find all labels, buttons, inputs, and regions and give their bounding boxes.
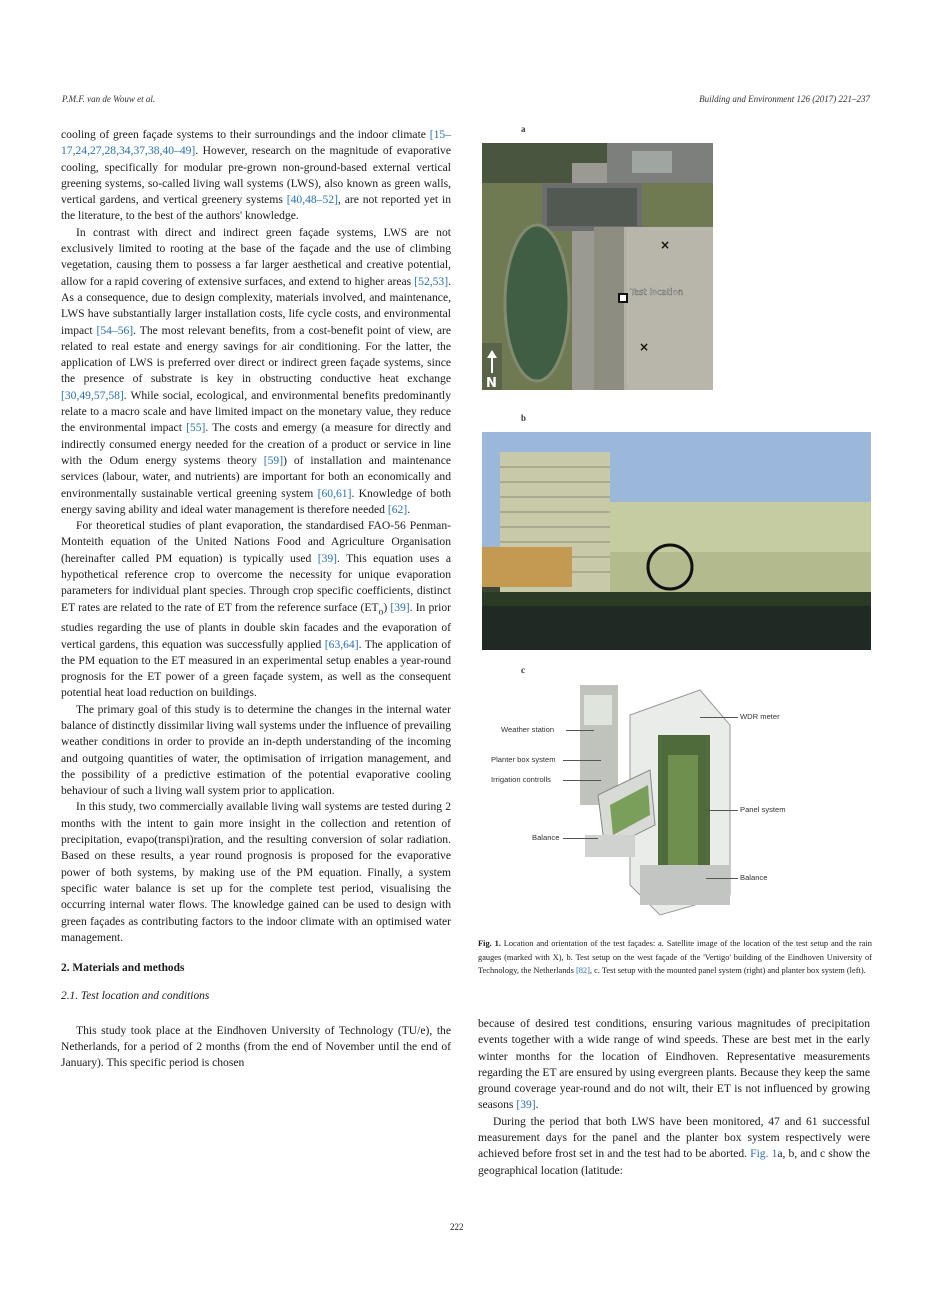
page-number: 222 — [450, 1222, 464, 1232]
test-location-marker-icon — [619, 294, 627, 302]
paragraph — [61, 518, 451, 702]
text-run: In contrast with direct and indirect green façade systems, LWS are not exclusively limited to rooting at the base of the façade and the use of climbing vegetation, causing them to possess a far larger aesthetical and creative potential, allow for a rapid covering of extensive surfaces, and extend to higher areas — [61, 225, 451, 288]
north-label: N — [486, 376, 497, 390]
citation-link[interactable]: [39] — [317, 551, 338, 565]
citation-link[interactable]: [63,64] — [324, 637, 359, 651]
citation-link[interactable]: [54–56] — [96, 323, 134, 337]
label-irrigation-controls: Irrigation controlls — [491, 775, 551, 784]
citation-link[interactable]: [15–17,24,27,28,34,37,38,40–49] — [61, 128, 451, 158]
panel-label-b: b — [521, 413, 527, 423]
label-wdr-meter: WDR meter — [740, 712, 780, 721]
text-run: . While social, ecological, and environmental benefits predominantly relate to a macro scale and have limited impact on the monetary value, they reduce the environmental impact — [61, 388, 451, 435]
label-balance-left: Balance — [532, 833, 560, 842]
rain-gauge-mark-icon: × — [639, 340, 650, 354]
text-run: ) — [383, 600, 391, 614]
text-run: . In prior studies regarding the use of plants in double skin facades and the evaporation of vertical gardens, this equation was successfully applied — [61, 600, 451, 651]
text-run: cooling of green façade systems to their surroundings and the indoor climate — [61, 128, 430, 141]
label-panel-system: Panel system — [740, 805, 786, 814]
citation-link[interactable]: [52,53] — [414, 274, 449, 288]
running-header-journal: Building and Environment 126 (2017) 221–237 — [699, 94, 870, 104]
text-run: . The most relevant benefits, from a cost-benefit point of view, are related to real estate and energy savings for air conditioning. For the latter, the application of LWS is preferred over direct or indirect green façade systems, since the presence of substrate is key in obstructing conductive heat exchange — [61, 323, 451, 386]
text-run: . This equation uses a hypothetical reference crop to overcome the necessity for unique evaporation parameters for individual plant species. Through crop specific coefficients, distinct ET rates are related to the rate of ET from the reference surface (ET — [61, 551, 451, 614]
panel-label-c: c — [521, 665, 525, 675]
test-setup-illustration — [580, 685, 760, 927]
text-run: , c. Test setup with the mounted panel system (right) and planter box system (left). — [589, 966, 866, 975]
right-column — [478, 1016, 870, 1179]
test-location-label: Test location — [630, 288, 684, 298]
label-weather-station: Weather station — [501, 725, 555, 734]
text-run: During the period that both LWS have been monitored, 47 and 61 successful measurement days for the panel and the planter box system respectively were achieved before frost set in and the test had to be aborted. — [478, 1114, 870, 1161]
paragraph — [61, 799, 451, 946]
text-run: This study took place at the Eindhoven University of Technology (TU/e), the Netherlands, for a period of 2 months (from the end of November until the end of January). This specific period is chosen — [61, 1023, 451, 1070]
citation-link[interactable]: [59] — [263, 453, 284, 467]
citation-link[interactable]: [82] — [575, 966, 590, 975]
text-run: , are not reported yet in the literature, to the best of the authors' knowledge. — [61, 193, 451, 223]
text-run: . The costs and emergy (a measure for directly and indirectly consumed energy needed for the creation of a product or service in line with the Odum energy systems theory — [61, 421, 451, 467]
paragraph — [478, 1114, 870, 1179]
paragraph — [61, 1023, 451, 1072]
citation-link[interactable]: [39] — [390, 600, 410, 614]
text-run: a, b, and c show the geographical location (latitude: — [478, 1147, 870, 1177]
citation-link[interactable]: [62] — [387, 502, 408, 516]
text-run: . As a consequence, due to design complexity, materials involved, and maintenance, LWS have substantially larger installation costs, life cycle costs, and environmental impact — [61, 274, 451, 337]
text-run: . — [535, 1098, 539, 1112]
label-balance-right: Balance — [740, 873, 768, 882]
text-run: . However, research on the magnitude of evaporative cooling, specifically for modular pre-grown non-ground-based external vertical greening systems, so-called living wall systems (LWS), also known as green walls, vertical gardens, and vertical greenery systems — [61, 144, 451, 207]
paragraph — [478, 1016, 870, 1114]
figure-caption — [478, 937, 872, 978]
panel-label-a: a — [521, 124, 526, 134]
section-heading: 2. Materials and methods — [61, 962, 185, 975]
subscript: o — [378, 605, 384, 617]
caption-label: Fig. 1. — [478, 939, 501, 948]
citation-link[interactable]: [40,48–52] — [286, 193, 338, 207]
text-run: because of desired test conditions, ensuring various magnitudes of precipitation events together with a wide range of wind speeds. These are best met in the early winter months for the location of Eindhoven. Representative measurements regarding the ET are ensured by using evergreen plants. Because they keep the same ground coverage year-round and do not wilt, their ET is not influenced by growing seasons — [478, 1017, 870, 1112]
text-run: . — [407, 502, 411, 516]
building-photo — [482, 432, 871, 650]
paragraph — [61, 225, 451, 518]
running-header-authors: P.M.F. van de Wouw et al. — [62, 94, 156, 104]
paragraph — [61, 127, 451, 225]
text-run: In this study, two commercially available living wall systems are tested during 2 months with the intent to gain more insight in the collection and retention of precipitation, evapo(transpi)ration, and the resulting conversion of solar radiation. Based on these results, a year round prognosis is proposed for the evaporative power of both systems, by making use of the PM equation. Finally, a system specific water balance is set up for the complete test period, visualising the occurring internal water flows. The knowledge gained can be used to design with green façades as contributing factors to the indoor climate with an optimised water management. — [61, 800, 451, 944]
label-planter-box-system: Planter box system — [491, 755, 556, 764]
text-run: The primary goal of this study is to determine the changes in the internal water balance of distinctly dissimilar living wall systems under the influence of prevailing weather conditions in order to provide an in-depth understanding of the incoming and outgoing quantities of water, the optimisation of irrigation management, and the possibility of a predictive estimation of the potential evaporative cooling behaviour of such a living wall system prior to application. — [61, 702, 451, 798]
satellite-image — [482, 143, 713, 390]
subsection-heading: 2.1. Test location and conditions — [61, 990, 210, 1003]
left-column — [61, 127, 451, 1072]
text-run: For theoretical studies of plant evaporation, the standardised FAO-56 Penman-Monteith equation of the United Nations Food and Agriculture Organisation (hereinafter called PM equation) is typically used — [61, 519, 451, 565]
citation-link[interactable]: [30,49,57,58] — [61, 388, 124, 402]
citation-link[interactable]: [60,61] — [317, 486, 352, 500]
text-run: . Knowledge of both energy saving ability and ideal water management is therefore needed — [61, 486, 452, 516]
text-run: . The application of the PM equation to the ET measured in an experimental setup enables a year-round prognosis for the ET power of a green façade system, as well as the consequent potential heat load reduction on buildings. — [61, 637, 452, 700]
citation-link[interactable]: Fig. 1 — [750, 1147, 778, 1161]
text-run: ) of installation and maintenance services (labour, water, and nutrients) are important for both an economically and environmentally sustainable vertical greening system — [61, 453, 452, 500]
text-run: Location and orientation of the test façades: a. Satellite image of the location of the test setup and the rain gauges (marked with X), b. Test setup on the west façade of the 'Vertigo' building of the Eindhoven University of Technology, the Netherlands — [478, 939, 872, 975]
citation-link[interactable]: [39] — [516, 1098, 536, 1112]
citation-link[interactable]: [55] — [186, 421, 206, 435]
paragraph — [61, 702, 451, 800]
rain-gauge-mark-icon: × — [660, 238, 671, 252]
